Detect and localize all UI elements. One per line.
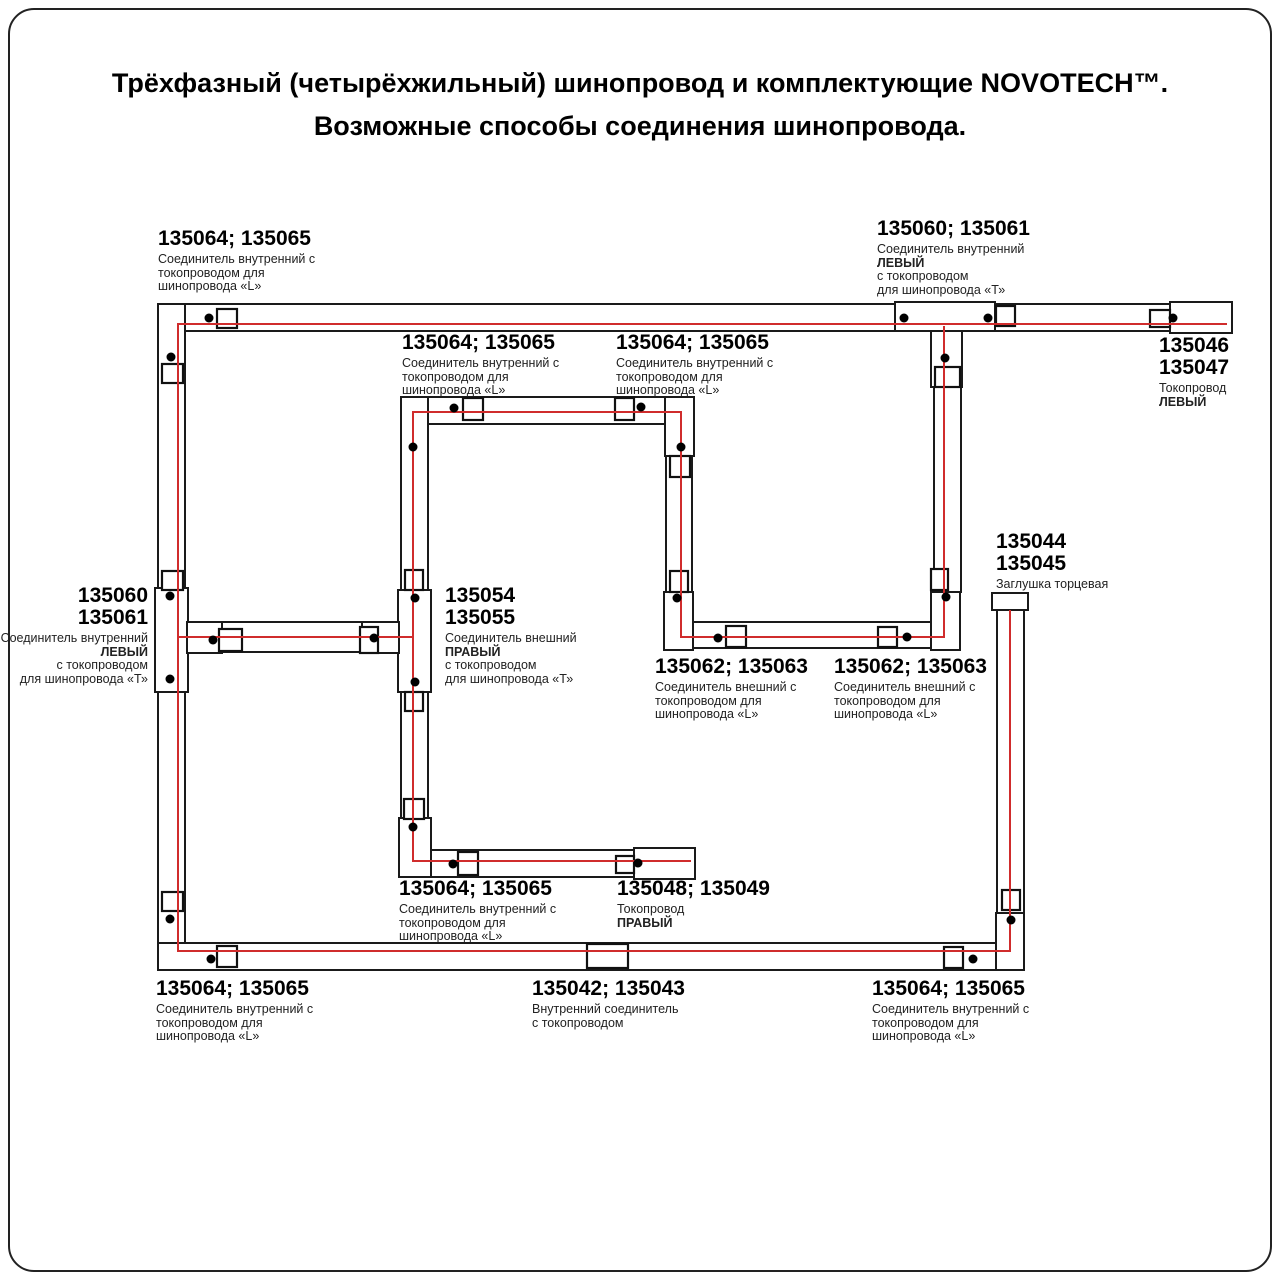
label-conn-top-left: 135064; 135065 Соединитель внутренний с токопроводом для шинопровода «L» xyxy=(158,227,316,293)
tee-connector-inner-left xyxy=(398,590,431,692)
label-conn-bottom-inner: 135064; 135065 Соединитель внутренний с токопроводом для шинопровода «L» xyxy=(399,877,557,943)
title-line-1: Трёхфазный (четырёхжильный) шинопровод и комплектующие NOVOTECH™. xyxy=(111,68,1169,98)
end-cap xyxy=(992,593,1028,610)
label-conn-inner-top-left: 135064; 135065 Соединитель внутренний с токопроводом для шинопровода «L» xyxy=(402,331,560,397)
label-conn-mid-left: 135062; 135063 Соединитель внешний с токопроводом для шинопровода «L» xyxy=(655,655,808,721)
power-feed-right xyxy=(634,848,695,879)
conductor-lines xyxy=(178,324,1230,951)
label-feed-left: 135046 135047 Токопровод ЛЕВЫЙ xyxy=(1159,334,1230,409)
label-conn-center-t: 135054 135055 Соединитель внешний ПРАВЫЙ с токопроводом для шинопровода «Т» xyxy=(445,584,577,686)
label-conn-bottom-left: 135064; 135065 Соединитель внутренний с токопроводом для шинопровода «L» xyxy=(156,977,314,1043)
label-conn-inner-top-right: 135064; 135065 Соединитель внутренний с токопроводом для шинопровода «L» xyxy=(616,331,774,397)
label-feed-right: 135048; 135049 Токопровод ПРАВЫЙ xyxy=(617,877,770,930)
power-feed-left xyxy=(1170,302,1232,333)
label-conn-bottom-right: 135064; 135065 Соединитель внутренний с токопроводом для шинопровода «L» xyxy=(872,977,1030,1043)
label-conn-bottom-center: 135042; 135043 Внутренний соединитель с токопроводом xyxy=(532,977,685,1030)
title-line-2: Возможные способы соединения шинопровода. xyxy=(313,111,967,141)
label-end-cap: 135044 135045 Заглушка торцевая xyxy=(996,530,1109,591)
label-conn-left-t: 135060 135061 Соединитель внутренний ЛЕВЫЙ с токопроводом для шинопровода «Т» xyxy=(0,584,148,686)
label-conn-top-t: 135060; 135061 Соединитель внутренний ЛЕВЫЙ с токопроводом для шинопровода «Т» xyxy=(877,217,1030,297)
label-conn-mid-right: 135062; 135063 Соединитель внешний с токопроводом для шинопровода «L» xyxy=(834,655,987,721)
